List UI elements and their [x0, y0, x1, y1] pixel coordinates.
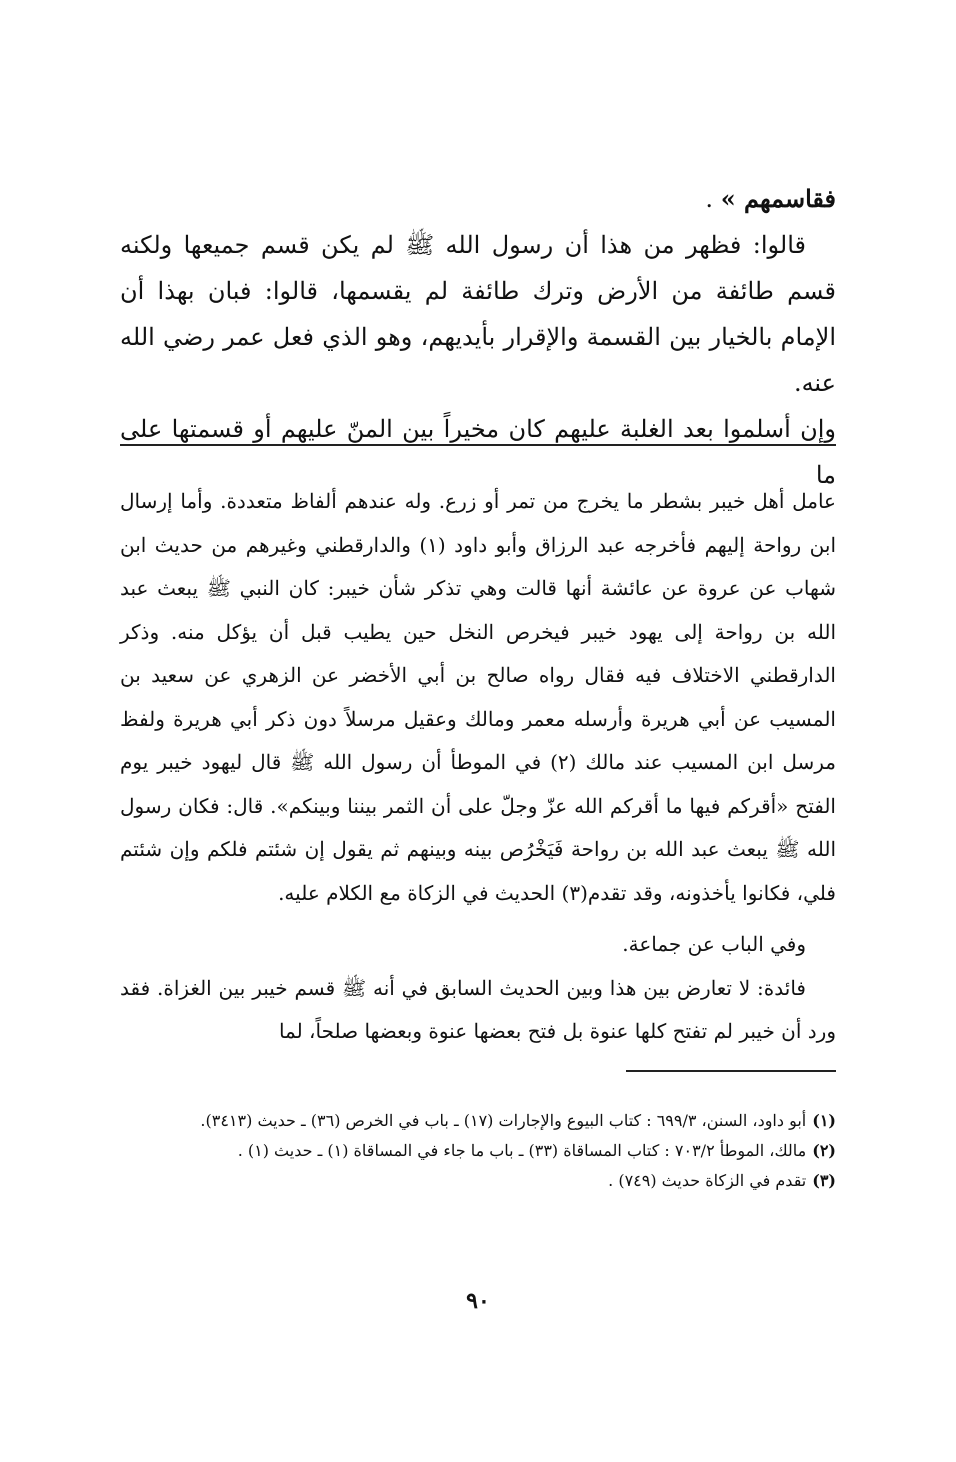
footnote-text: أبو داود، السنن، ٦٩٩/٣ : كتاب البيوع والإجارات (١٧) ـ باب في الخرص (٣٦) ـ حديث (٣٤١٣). [200, 1111, 807, 1130]
footnote-divider [626, 1070, 836, 1072]
footnote-number: (٣) [812, 1171, 836, 1190]
main-paragraph-1: قالوا: فظهر من هذا أن رسول الله ﷺ لم يكن قسم جميعها ولكنه قسم طائفة من الأرض وترك طائفة لم يقسمها، قالوا: فبان بهذا أن الإمام بالخيار بين القسمة والإقرار بأيديهم، وهو الذي فعل عمر رضي الله عنه. [120, 231, 836, 397]
commentary-paragraph-3: فائدة: لا تعارض بين هذا وبين الحديث السابق في أنه ﷺ قسم خيبر بين الغزاة. فقد ورد أن خيبر لم تفتح كلها عنوة بل فتح بعضها عنوة وبعضها صلحاً، لما [120, 975, 836, 1043]
footnotes [120, 1106, 836, 1196]
commentary-divider [120, 444, 836, 446]
commentary-text [120, 480, 836, 1054]
page-number: ٩٠ [466, 1288, 490, 1314]
footnote-text: تقدم في الزكاة حديث (٧٤٩) . [608, 1171, 807, 1190]
commentary-paragraph-2: وفي الباب عن جماعة. [622, 932, 806, 956]
footnote-1 [120, 1106, 836, 1136]
main-lead-line [120, 176, 836, 222]
commentary-paragraph-1: عامل أهل خيبر بشطر ما يخرج من تمر أو زرع. وله عندهم ألفاظ متعددة. وأما إرسال ابن رواحة إليهم فأخرجه عبد الرزاق وأبو داود (١) والدارقطني وغيرهم من حديث ابن شهاب عن عروة عن عائشة أنها قالت وهي تذكر شأن خيبر: كان النبي ﷺ يبعث عبد الله بن رواحة إلى يهود خيبر فيخرص النخل حين يطيب قبل أن يؤكل منه. وذكر الدارقطني الاختلاف فيه فقال رواه صالح بن أبي الأخضر عن الزهري عن سعيد بن المسيب عن أبي هريرة وأرسله معمر ومالك وعقيل مرسلاً دون ذكر أبي هريرة ولفظ مرسل ابن المسيب عند مالك (٢) في الموطأ أن رسول الله ﷺ قال ليهود خيبر يوم الفتح «أقركم فيها ما أقركم الله عزّ وجلّ على أن الثمر بيننا وبينكم». قال: فكان رسول الله ﷺ يبعث عبد الله بن رواحة فَيَخْرُص بينه وبينهم ثم يقول إن شئتم فلكم وإن شئتم فلي، فكانوا يأخذونه، وقد تقدم(٣) الحديث في الزكاة مع الكلام عليه. [120, 489, 836, 905]
footnote-3 [120, 1166, 836, 1196]
main-lead-end: . [705, 185, 721, 213]
main-text [120, 176, 836, 498]
footnote-number: (٢) [812, 1141, 836, 1160]
footnote-number: (١) [812, 1111, 836, 1130]
footnote-text: مالك، الموطأ ٧٠٣/٢ : كتاب المساقاة (٣٣) ـ باب ما جاء في المساقاة (١) ـ حديث (١) . [237, 1141, 807, 1160]
main-lead-word: فقاسمهم » [720, 184, 836, 213]
main-paragraph-2: وإن أسلموا بعد الغلبة عليهم كان مخيراً بين المنّ عليهم أو قسمتها على ما [120, 415, 836, 489]
footnote-2 [120, 1136, 836, 1166]
